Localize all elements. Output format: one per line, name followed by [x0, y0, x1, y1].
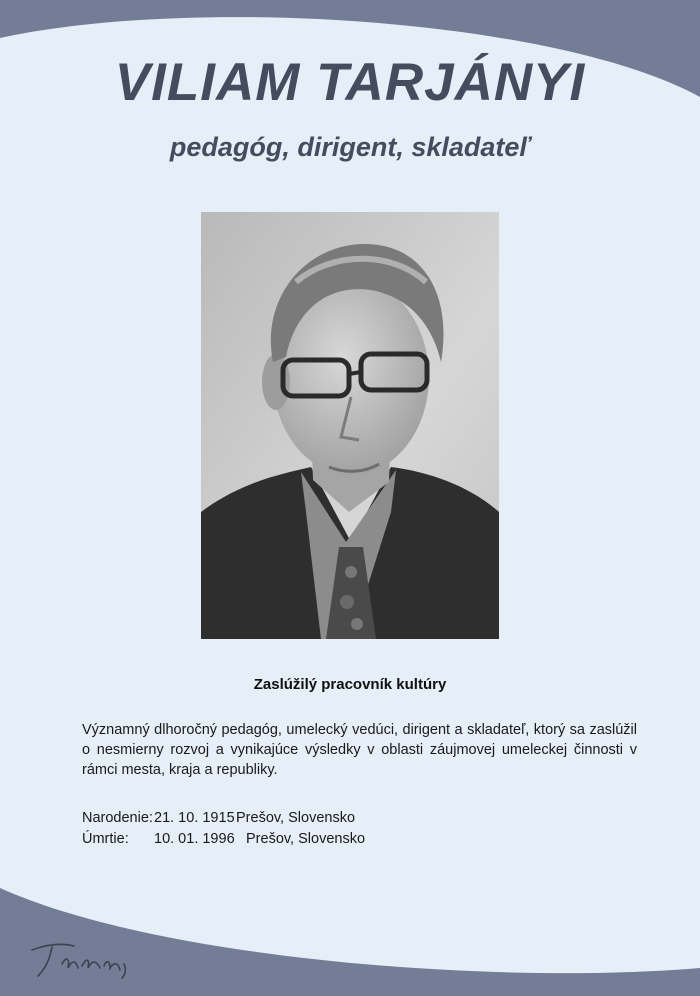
biography-text: Významný dlhoročný pedagóg, umelecký vedúci, dirigent a skladateľ, ktorý sa zaslúžil o nesmierny rozvoj a vynikajúce výsledky v oblasti záujmovej umeleckej činnosti v rámci mesta, kraja a republiky.: [82, 722, 637, 778]
page-subtitle: pedagóg, dirigent, skladateľ: [169, 132, 531, 162]
birth-place: Prešov, Slovensko: [236, 810, 356, 826]
honor-title: Zaslúžilý pracovník kultúry: [253, 676, 447, 693]
birth-row: [82, 808, 365, 829]
birth-label: Narodenie:: [82, 810, 153, 826]
birth-date: 21. 10. 1915: [154, 810, 235, 826]
signature-icon: [28, 938, 138, 982]
life-facts: [82, 808, 365, 850]
death-place: Prešov, Slovensko: [246, 831, 366, 847]
death-row: [82, 829, 365, 850]
page-title: VILIAM TARJÁNYI: [114, 53, 586, 112]
death-label: Úmrtie:: [82, 831, 129, 847]
death-date: 10. 01. 1996: [154, 831, 235, 847]
portrait-photo: [201, 212, 499, 639]
